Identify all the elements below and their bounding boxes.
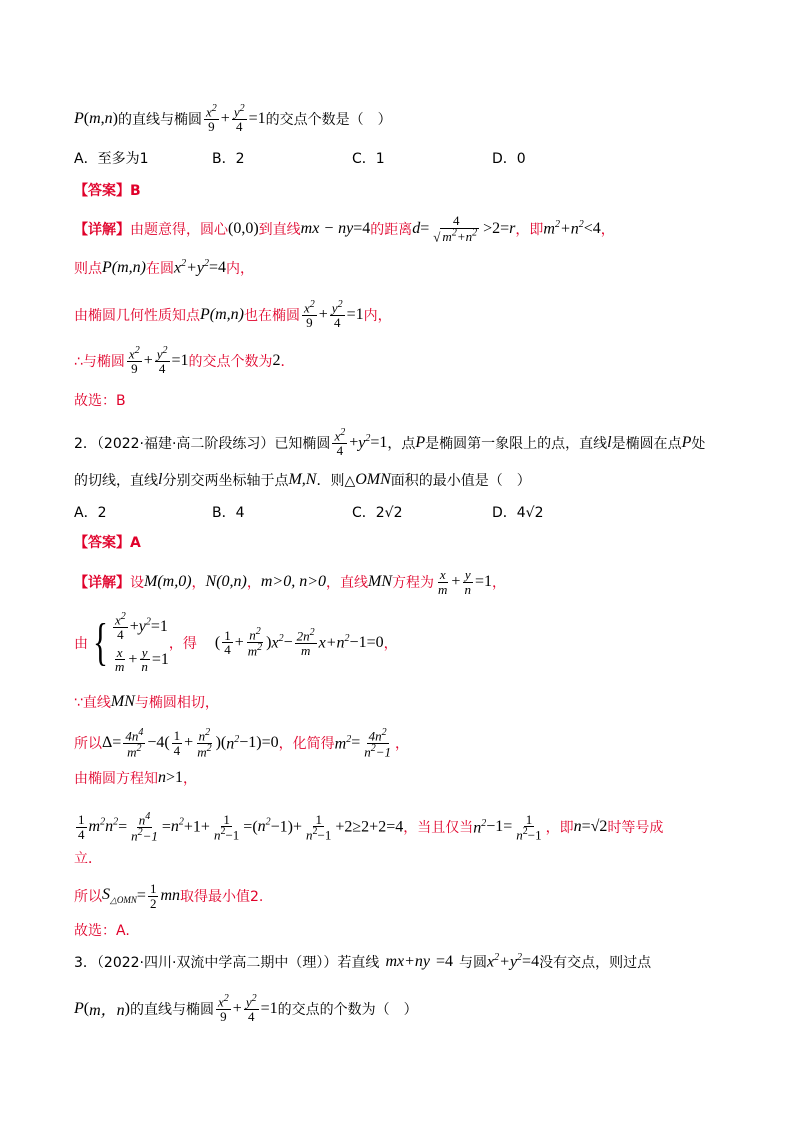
q2-detail-line-5: 由椭圆方程知 n >1 ， xyxy=(74,769,198,787)
q1-answer: 【答案】B xyxy=(74,183,141,199)
q2-option-b[interactable]: B．4 xyxy=(212,505,245,521)
q1-detail-line-2: 则点 P(m,n) 在圆 $x^2+y^2$ =4 内， xyxy=(74,258,255,277)
q1-detail-line-1: 【详解】 由题意得，圆心 (0,0) 到直线 mx − ny =4 的距离 d = $\frac{4}{√ m^2+n^2}$ >2= r ，即 $m^2+n^2$ <4 ， xyxy=(74,213,615,244)
q2-detail-line-1: 【详解】 设 M(m,0) ， N(0,n) ， m>0, n>0 ，直线 MN 方程为 $\frac{x}{m}$ + $\frac{y}{n}$ =1 ， xyxy=(74,567,506,597)
q2-stem-line-2: 的切线，直线 l 分别交两坐标轴于点 M,N ．则△ OMN 面积的最小值是（ ） xyxy=(74,471,531,489)
q3-stem-line-2: P ( m，n ) 的直线与椭圆 $\frac{x^2}{9}$ + $\frac{y^2}{4}$ =1 的交点的个数为（ ） xyxy=(74,993,418,1024)
q2-detail-line-8: 所以 $S_{\triangle OMN}$ = $\frac{1}{2}$ mn 取得最小值2. xyxy=(74,881,264,911)
q3-stem-line-1: 3．（2022·四川·双流中学高二期中（理））若直线 mx+ny =4 与圆 $x^2+y^2$ =4 没有交点，则过点 xyxy=(74,952,652,971)
q2-detail-line-7: 立． xyxy=(74,851,102,867)
q1-stem: P ( m , n ) 的直线与椭圆 $\frac{x^2}{9}$ + $\frac{y^2}{4}$ =1 的交点个数是（ ） xyxy=(74,103,392,134)
q2-answer: 【答案】A xyxy=(74,535,141,551)
q1-conclusion: 故选：B xyxy=(74,393,126,409)
q2-detail-line-2: 由 { $\frac{x^2}{4}$ $+y^2=1$ $\frac{x}{m}$ + $\frac{y}{n}$ =1 ，得 ( $\frac{1}{4}$ + $\frac{n^2}{m^2}$ ) $x^2$ − $\frac{2n^2}{m}$ $x+n^2$ −1=0 ， xyxy=(74,611,398,675)
q2-stem-line-1: 2．（2022·福建·高二阶段练习）已知椭圆 $\frac{x^2}{4}$ + $y^2$ =1 ，点 P 是椭圆第一象限上的点，直线 l 是椭圆在点 P 处 xyxy=(74,427,706,458)
q2-detail-line-4: 所以 Δ= $\frac{4n^4}{m^2}$ −4( $\frac{1}{4}$ + $\frac{n^2}{m^2}$ )( $n^2$ −1)=0 ，化简得 $m^2$ = $\frac{4n^2}{n^2-1}$ ， xyxy=(74,727,409,760)
q1-detail-line-3: 由椭圆几何性质知点 P(m,n) 也在椭圆 $\frac{x^2}{9}$ + $\frac{y^2}{4}$ =1 内， xyxy=(74,299,392,330)
q2-detail-line-3: ∵直线 MN 与椭圆相切， xyxy=(74,693,219,711)
q2-option-d[interactable]: D．4√2 xyxy=(492,505,544,521)
q1-option-c[interactable]: C．1 xyxy=(352,151,385,167)
q1-option-d[interactable]: D．0 xyxy=(492,151,526,167)
q1-option-a[interactable]: A．至多为1 xyxy=(74,151,149,167)
q1-option-b[interactable]: B．2 xyxy=(212,151,245,167)
q2-option-c[interactable]: C．2√2 xyxy=(352,505,403,521)
q2-detail-line-6: $\frac{1}{4}$ $m^2n^2=$ $\frac{n^4}{n^2-1}$ $=n^2+1+$ $\frac{1}{n^2-1}$ $=(n^2-1)+$ $\frac{1}{n^2-1}$ +2≥2+2=4 ，当且仅当 $n^2$ −1= $\frac{1}{n^2-1}$ ，即 n =√2 时等号成 xyxy=(78,811,664,844)
q2-option-a[interactable]: A．2 xyxy=(74,505,107,521)
q1-detail-line-4: ∴与椭圆 $\frac{x^2}{9}$ + $\frac{y^2}{4}$ =1 的交点个数为 2 ． xyxy=(74,345,295,376)
q2-conclusion: 故选：A. xyxy=(74,923,130,939)
